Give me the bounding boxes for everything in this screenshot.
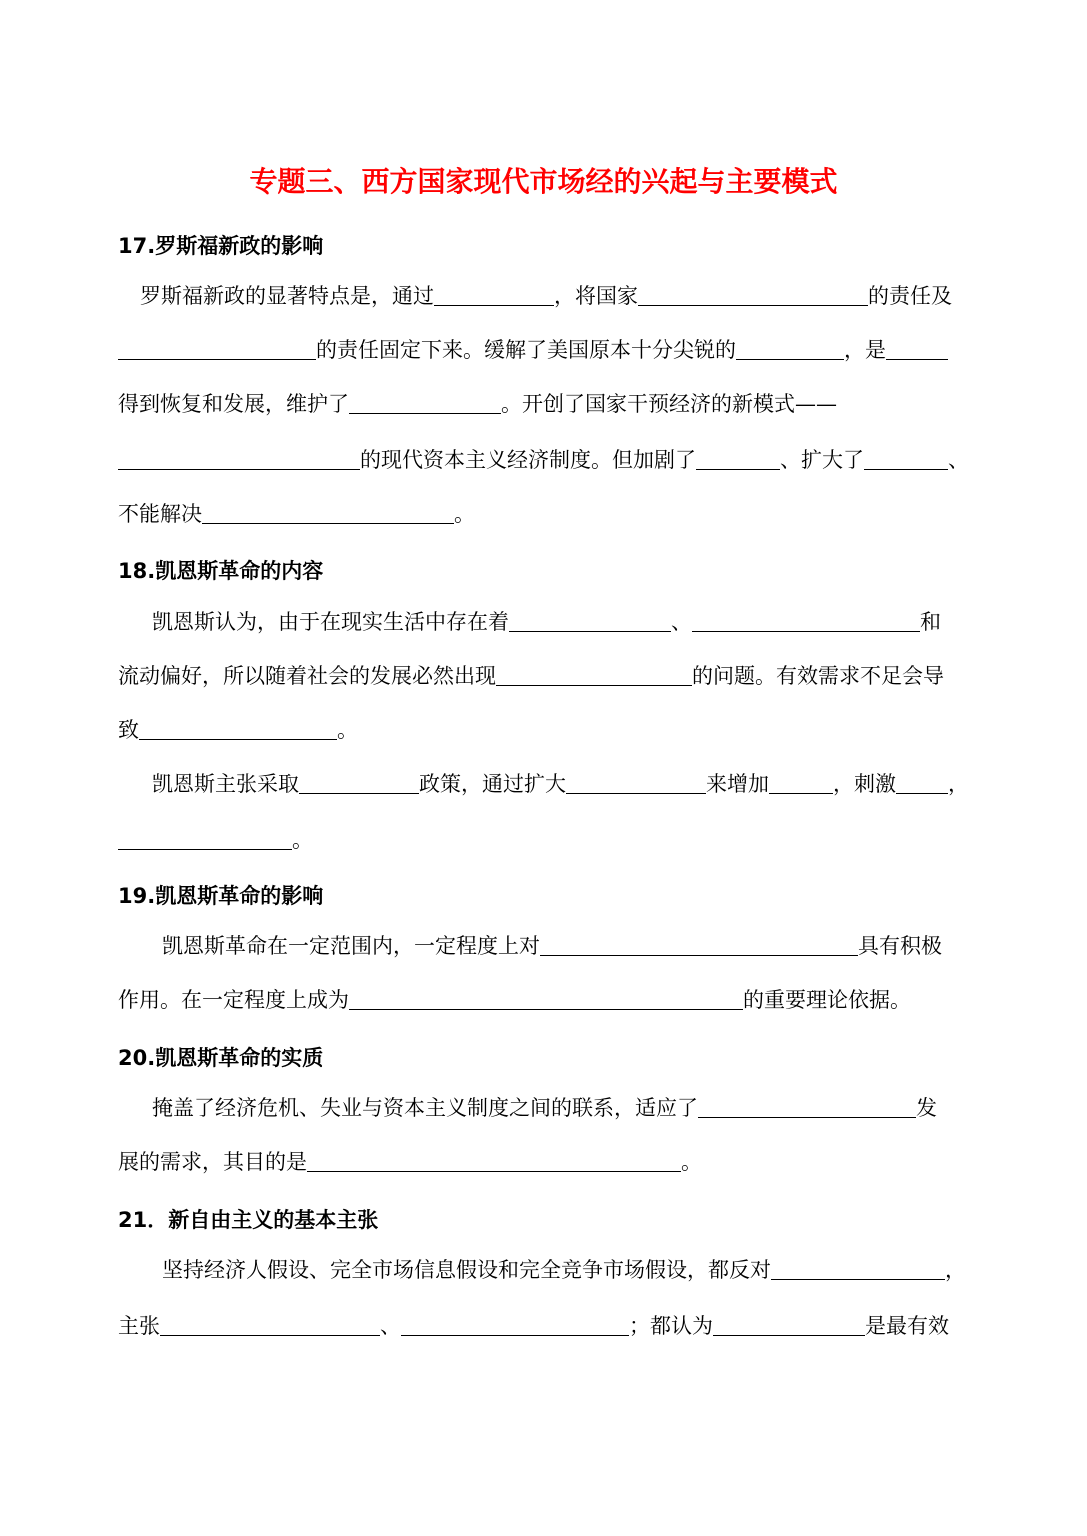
text: 、 xyxy=(380,1314,401,1338)
blank[interactable] xyxy=(736,337,844,360)
text: 坚持经济人假设、完全市场信息假设和完全竞争市场假设，都反对 xyxy=(162,1258,771,1282)
blank[interactable] xyxy=(349,391,501,414)
s17-line-5 xyxy=(118,500,475,528)
text: 凯恩斯革命在一定范围内，一定程度上对 xyxy=(162,934,540,958)
text: 是最有效 xyxy=(865,1314,949,1338)
text: 、 xyxy=(671,610,692,634)
text: 具有积极 xyxy=(858,934,942,958)
text: 的重要理论依据。 xyxy=(743,988,911,1012)
text: 的问题。有效需求不足会导 xyxy=(692,664,944,688)
text: 掩盖了经济危机、失业与资本主义制度之间的联系，适应了 xyxy=(152,1096,698,1120)
text: 的责任固定下来。缓解了美国原本十分尖锐的 xyxy=(316,338,736,362)
blank[interactable] xyxy=(118,337,316,360)
text: ；都认为 xyxy=(629,1314,713,1338)
text: 展的需求，其目的是 xyxy=(118,1150,307,1174)
text: 罗斯福新政的显著特点是，通过 xyxy=(140,284,434,308)
text: ， xyxy=(948,772,969,796)
text: 政策，通过扩大 xyxy=(419,772,566,796)
blank[interactable] xyxy=(638,283,868,306)
text: 主张 xyxy=(118,1314,160,1338)
text: 。 xyxy=(292,828,313,852)
section-20-heading: 20.凯恩斯革命的实质 xyxy=(118,1046,324,1070)
section-18-heading: 18.凯恩斯革命的内容 xyxy=(118,559,324,583)
blank[interactable] xyxy=(713,1313,865,1336)
s20-line-2 xyxy=(118,1148,702,1176)
text: 发 xyxy=(916,1096,937,1120)
text: ，是 xyxy=(844,338,886,362)
text: 流动偏好，所以随着社会的发展必然出现 xyxy=(118,664,496,688)
s18-line-3 xyxy=(118,716,358,744)
text: 凯恩斯认为，由于在现实生活中存在着 xyxy=(152,610,509,634)
s21-line-1 xyxy=(162,1256,966,1284)
s18-line-1 xyxy=(152,608,941,636)
blank[interactable] xyxy=(434,283,554,306)
text: ，将国家 xyxy=(554,284,638,308)
blank[interactable] xyxy=(692,609,920,632)
blank[interactable] xyxy=(202,501,454,524)
blank[interactable] xyxy=(771,1257,945,1280)
blank[interactable] xyxy=(509,609,671,632)
blank[interactable] xyxy=(349,987,743,1010)
s21-line-2 xyxy=(118,1312,949,1340)
s17-line-4 xyxy=(118,446,969,474)
blank[interactable] xyxy=(401,1313,629,1336)
text: 来增加 xyxy=(706,772,769,796)
blank[interactable] xyxy=(307,1149,681,1172)
text: ，刺激 xyxy=(833,772,896,796)
s20-line-1 xyxy=(152,1094,937,1122)
page-title: 专题三、西方国家现代市场经的兴起与主要模式 xyxy=(249,165,838,198)
text: 不能解决 xyxy=(118,502,202,526)
blank[interactable] xyxy=(769,771,833,794)
s18-line-5 xyxy=(118,826,313,854)
section-21-heading: 21．新自由主义的基本主张 xyxy=(118,1208,379,1232)
text: ， xyxy=(945,1258,966,1282)
blank[interactable] xyxy=(118,447,360,470)
text: 和 xyxy=(920,610,941,634)
section-17-heading: 17.罗斯福新政的影响 xyxy=(118,234,324,258)
blank[interactable] xyxy=(886,337,948,360)
s17-line-1 xyxy=(140,282,952,310)
blank[interactable] xyxy=(696,447,780,470)
blank[interactable] xyxy=(864,447,948,470)
text: 凯恩斯主张采取 xyxy=(152,772,299,796)
blank[interactable] xyxy=(160,1313,380,1336)
s18-line-2 xyxy=(118,662,944,690)
s18-line-4 xyxy=(152,770,969,798)
text: 。开创了国家干预经济的新模式—— xyxy=(501,392,837,416)
blank[interactable] xyxy=(118,827,292,850)
text: 得到恢复和发展，维护了 xyxy=(118,392,349,416)
text: 的现代资本主义经济制度。但加剧了 xyxy=(360,448,696,472)
text: 作用。在一定程度上成为 xyxy=(118,988,349,1012)
s17-line-2 xyxy=(118,336,948,364)
section-19-heading: 19.凯恩斯革命的影响 xyxy=(118,884,324,908)
blank[interactable] xyxy=(566,771,706,794)
text: 、扩大了 xyxy=(780,448,864,472)
blank[interactable] xyxy=(698,1095,916,1118)
blank[interactable] xyxy=(540,933,858,956)
text: 致 xyxy=(118,718,139,742)
text: 的责任及 xyxy=(868,284,952,308)
text: 。 xyxy=(454,502,475,526)
s19-line-2 xyxy=(118,986,911,1014)
blank[interactable] xyxy=(139,717,337,740)
s19-line-1 xyxy=(162,932,942,960)
text: 、 xyxy=(948,448,969,472)
text: 。 xyxy=(681,1150,702,1174)
blank[interactable] xyxy=(896,771,948,794)
blank[interactable] xyxy=(299,771,419,794)
s17-line-3 xyxy=(118,390,837,418)
blank[interactable] xyxy=(496,663,692,686)
text: 。 xyxy=(337,718,358,742)
